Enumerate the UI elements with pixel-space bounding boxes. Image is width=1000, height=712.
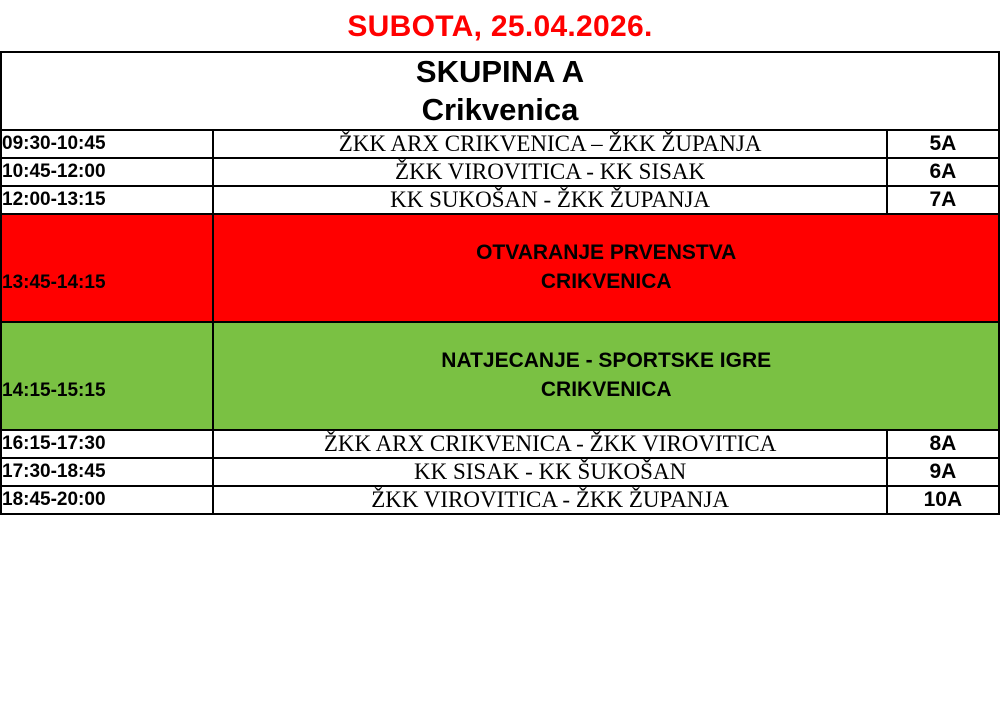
event-line-1: NATJECANJE - SPORTSKE IGRE	[441, 349, 772, 373]
row-match: ŽKK ARX CRIKVENICA - ŽKK VIROVITICA	[213, 430, 886, 458]
row-code: 9A	[887, 458, 999, 486]
schedule-table	[0, 51, 1000, 515]
row-event	[213, 214, 999, 322]
row-time: 12:00-13:15	[1, 186, 213, 214]
row-code: 6A	[887, 158, 999, 186]
row-time: 18:45-20:00	[1, 486, 213, 514]
row-time: 16:15-17:30	[1, 430, 213, 458]
row-code: 8A	[887, 430, 999, 458]
event-line-2: CRIKVENICA	[540, 269, 672, 293]
table-row-opening	[1, 214, 999, 322]
table-row	[1, 486, 999, 514]
row-time: 13:45-14:15	[1, 214, 213, 322]
group-venue: Crikvenica	[421, 91, 579, 127]
row-time: 09:30-10:45	[1, 130, 213, 158]
row-code: 7A	[887, 186, 999, 214]
table-row	[1, 130, 999, 158]
table-row	[1, 186, 999, 214]
row-code: 10A	[887, 486, 999, 514]
row-time: 10:45-12:00	[1, 158, 213, 186]
row-match: ŽKK ARX CRIKVENICA – ŽKK ŽUPANJA	[213, 130, 886, 158]
page-title: SUBOTA, 25.04.2026.	[347, 10, 653, 43]
row-match: KK SISAK - KK ŠUKOŠAN	[213, 458, 886, 486]
event-line-1: OTVARANJE PRVENSTVA	[476, 241, 737, 265]
event-line-2: CRIKVENICA	[540, 377, 672, 401]
table-row-competition	[1, 322, 999, 430]
row-time: 17:30-18:45	[1, 458, 213, 486]
row-event	[213, 322, 999, 430]
row-match: ŽKK VIROVITICA - KK SISAK	[213, 158, 886, 186]
table-row	[1, 158, 999, 186]
row-match: KK SUKOŠAN - ŽKK ŽUPANJA	[213, 186, 886, 214]
row-code: 5A	[887, 130, 999, 158]
table-row	[1, 430, 999, 458]
group-header-row	[1, 52, 999, 130]
row-time: 14:15-15:15	[1, 322, 213, 430]
row-match: ŽKK VIROVITICA - ŽKK ŽUPANJA	[213, 486, 886, 514]
table-row	[1, 458, 999, 486]
group-name: SKUPINA A	[415, 54, 585, 89]
group-header-cell	[1, 52, 999, 130]
